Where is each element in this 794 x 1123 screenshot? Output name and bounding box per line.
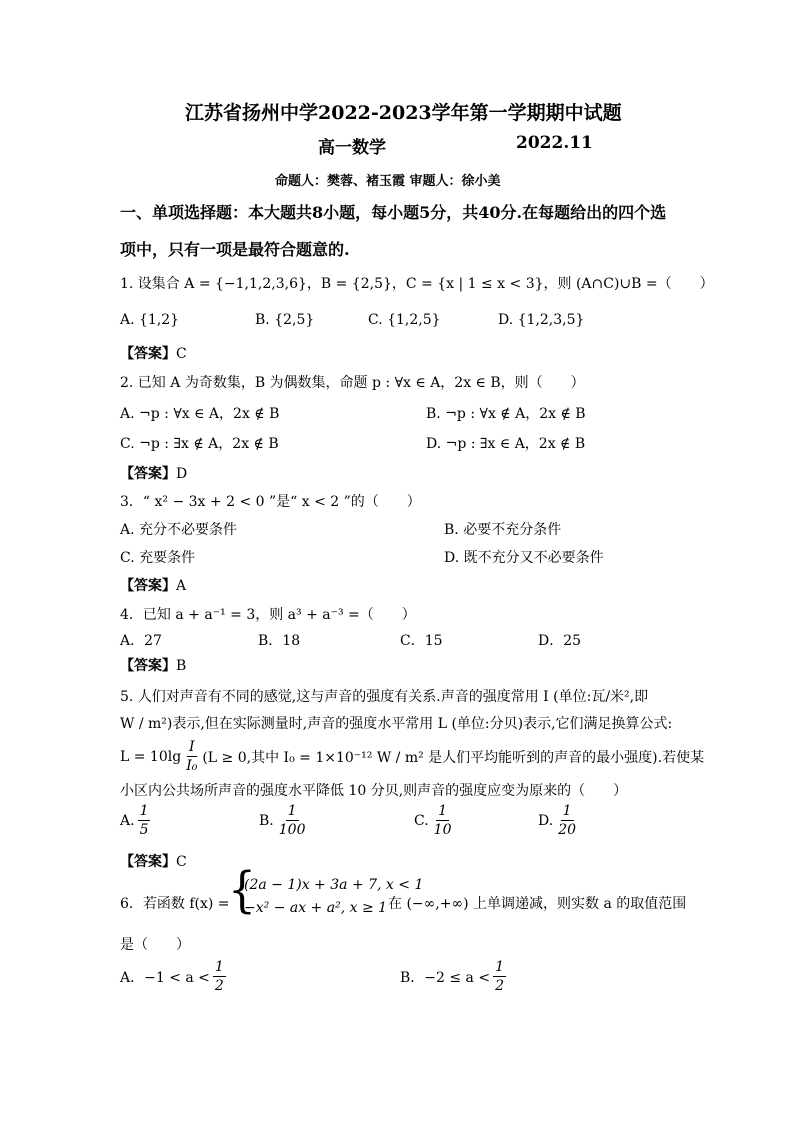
question-5-line2: W / m²)表示,但在实际测量时,声音的强度水平常用 L (单位:分贝)表示,它们满足换算公式: (120, 716, 673, 732)
formula-fraction (184, 738, 199, 775)
question-5-line4: 小区内公共场所声音的强度水平降低 10 分贝,则声音的强度应变为原来的（ ） (120, 783, 628, 799)
section-heading-line1: 一、单项选择题：本大题共8小题，每小题5分，共40分.在每题给出的四个选 (120, 203, 667, 222)
answer-tag: 【答案】 (120, 346, 176, 362)
fraction-denominator: 20 (558, 822, 577, 838)
question-5-option-b (259, 802, 310, 839)
option-fraction (432, 802, 454, 839)
formula-right: (L ≥ 0,其中 I₀ = 1×10⁻¹² W / m² 是人们平均能听到的声音的最小强度).若使某 (202, 749, 705, 766)
question-6-prefix: 6．若函数 f(x) = (120, 896, 230, 912)
answer-value: C (176, 854, 187, 870)
question-6-option-b (400, 958, 509, 995)
piecewise-function (228, 862, 424, 924)
fraction-numerator: 1 (139, 803, 149, 819)
question-2-option-a: A. ¬p : ∀x ∈ A，2x ∉ B (120, 406, 280, 422)
option-label: C. (414, 812, 429, 829)
fraction-denominator: 2 (495, 978, 505, 994)
piece-2: −x² − ax + a², x ≥ 1 (244, 900, 388, 916)
question-4-stem: 4．已知 a + a⁻¹ = 3，则 a³ + a⁻³ =（ ） (120, 607, 416, 623)
question-3-stem: 3．“ x² − 3x + 2 < 0 ”是“ x < 2 ”的（ ） (120, 494, 421, 510)
question-6-suffix: 在 (−∞,+∞) 上单调递减，则实数 a 的取值范围 (388, 896, 687, 912)
fraction-denominator: I₀ (186, 758, 198, 774)
subject-label: 高一数学 (318, 138, 386, 158)
option-fraction (556, 802, 578, 839)
question-3-option-b: B. 必要不充分条件 (444, 522, 562, 538)
fraction-denominator: 100 (278, 822, 306, 838)
formula-left: L = 10lg (120, 748, 182, 765)
section-heading-line2: 项中，只有一项是最符合题意的. (120, 240, 350, 259)
question-4-option-c: C．15 (400, 633, 443, 649)
answer-tag: 【答案】 (120, 466, 176, 482)
question-2-option-c: C. ¬p : ∃x ∉ A，2x ∉ B (120, 436, 279, 452)
option-label: D. (538, 812, 554, 829)
question-1-option-b: B. {2,5} (255, 312, 315, 328)
fraction-denominator: 5 (139, 822, 149, 838)
question-1-stem: 1. 设集合 A = {−1,1,2,3,6}，B = {2,5}，C = {x | 1 ≤ x < 3}，则 (A∩C)∪B =（ ） (120, 276, 714, 292)
question-2-stem: 2. 已知 A 为奇数集，B 为偶数集，命题 p : ∀x ∈ A，2x ∈ B，则（ ） (120, 375, 585, 391)
question-5-option-c (414, 802, 457, 839)
question-2-option-d: D. ¬p : ∃x ∈ A，2x ∉ B (426, 436, 586, 452)
question-6-option-a (120, 958, 229, 995)
exam-date: 2022.11 (516, 133, 593, 153)
option-fraction (277, 802, 308, 839)
question-3-option-d: D. 既不充分又不必要条件 (444, 550, 604, 566)
answer-tag: 【答案】 (120, 658, 176, 674)
question-1-answer (120, 343, 187, 363)
fraction-numerator: I (189, 739, 195, 755)
question-5-line1: 5. 人们对声音有不同的感觉,这与声音的强度有关系.声音的强度常用 I (单位:瓦/米²,即 (120, 689, 649, 705)
question-6-line2: 是（ ） (120, 937, 190, 953)
option-fraction (138, 802, 151, 839)
question-5-option-a (120, 802, 153, 839)
question-3-answer (120, 575, 186, 595)
answer-value: D (176, 466, 188, 482)
option-label: B. (259, 812, 274, 829)
fraction-numerator: 1 (287, 803, 297, 819)
fraction-numerator: 1 (562, 803, 572, 819)
fraction-numerator: 1 (495, 959, 505, 975)
question-4-option-b: B．18 (258, 633, 301, 649)
question-4-option-d: D．25 (538, 633, 582, 649)
question-5-formula-line (120, 738, 704, 775)
option-fraction (493, 958, 506, 995)
answer-value: B (176, 658, 187, 674)
fraction-numerator: 1 (438, 803, 448, 819)
question-1-option-c: C. {1,2,5} (368, 312, 441, 328)
question-2-option-b: B. ¬p : ∀x ∉ A，2x ∉ B (426, 406, 586, 422)
question-1-option-d: D. {1,2,3,5} (498, 312, 585, 328)
answer-value: C (176, 346, 187, 362)
answer-tag: 【答案】 (120, 854, 176, 870)
fraction-denominator: 10 (433, 822, 452, 838)
option-label: A. (120, 812, 135, 829)
question-4-answer (120, 655, 186, 675)
answer-tag: 【答案】 (120, 578, 176, 594)
question-5-option-d (538, 802, 581, 839)
question-3-option-c: C. 充要条件 (120, 550, 196, 566)
author-line: 命题人：樊蓉、褚玉霞 审题人：徐小美 (275, 174, 501, 189)
question-1-option-a: A. {1,2} (120, 312, 180, 328)
option-text: A．−1 < a < (120, 969, 210, 986)
question-5-answer (120, 851, 187, 871)
question-2-answer (120, 463, 187, 483)
fraction-denominator: 2 (214, 978, 224, 994)
brace-symbol: { (228, 862, 256, 919)
fraction-numerator: 1 (214, 959, 224, 975)
option-fraction (213, 958, 226, 995)
piece-1: (2a − 1)x + 3a + 7, x < 1 (244, 877, 424, 893)
question-4-option-a: A．27 (120, 633, 162, 649)
answer-value: A (176, 578, 187, 594)
question-3-option-a: A. 充分不必要条件 (120, 522, 238, 538)
option-text: B．−2 ≤ a < (400, 969, 491, 986)
document-title: 江苏省扬州中学2022-2023学年第一学期期中试题 (185, 102, 622, 124)
